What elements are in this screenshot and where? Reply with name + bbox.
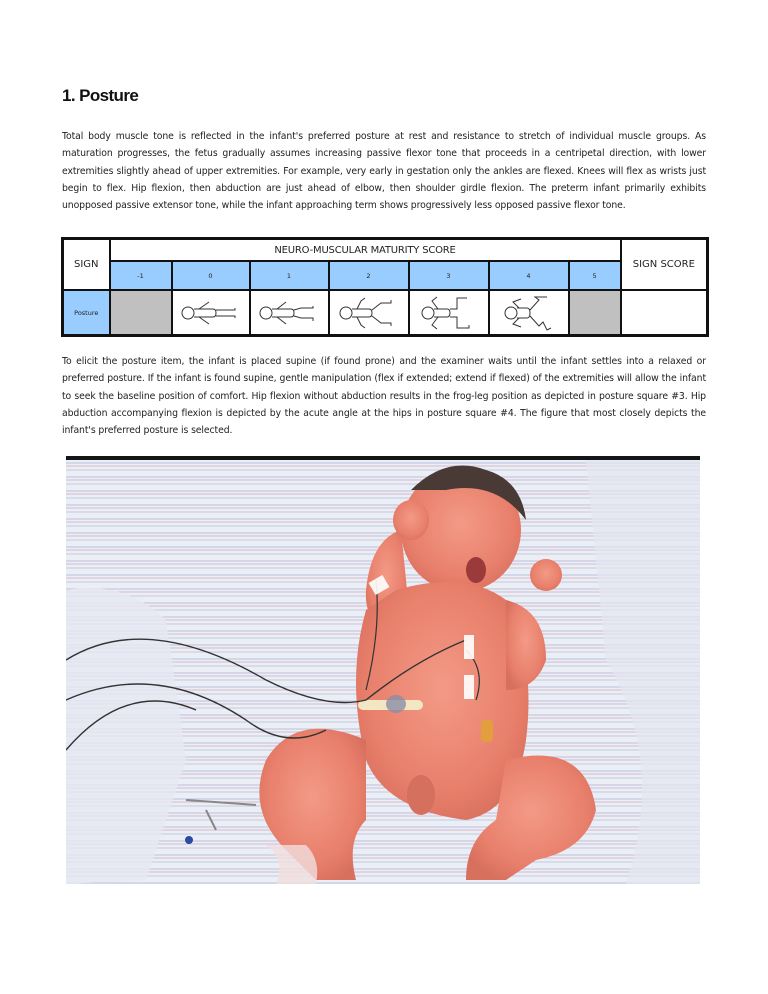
intro-paragraph: Total body muscle tone is reflected in the infant's preferred posture at rest and resistance to stretch of individual muscle groups. As maturation progresses, the fetus gradually assumes increasing passive flexor tone that proceeds in a centripetal direction, with lower extremities slightly ahead of upper extremities. For example, very early in gestation only the ankles are flexed. Knees will flex as wrists just begin to flex. Hip flexion, then abduction are just ahead of elbow, then shoulder girdle flexion. The preterm infant primarily exhibits unopposed passive extensor tone, while the infant approaching term shows progressively less opposed passive flexor tone. [62, 131, 706, 212]
infant-photo-illustration-icon [66, 460, 700, 884]
posture-figure-0-icon [179, 296, 243, 330]
neuromuscular-maturity-table [61, 237, 709, 337]
sign-header: SIGN [63, 239, 110, 291]
score-header-5: 5 [569, 261, 621, 290]
posture-figure-3-icon [417, 294, 481, 332]
score-header-minus1: -1 [110, 261, 172, 290]
section-title: 1. Posture [62, 86, 139, 105]
posture-cell-0 [172, 290, 250, 336]
score-header-2: 2 [329, 261, 409, 290]
posture-figure-1-icon [257, 296, 321, 330]
posture-figure-4-icon [497, 294, 561, 332]
posture-cell-minus1 [110, 290, 172, 336]
posture-cell-4 [489, 290, 569, 336]
maturity-score-header: NEURO-MUSCULAR MATURITY SCORE [110, 239, 621, 262]
posture-sign-score[interactable] [621, 290, 708, 336]
score-header-4: 4 [489, 261, 569, 290]
score-header-1: 1 [250, 261, 329, 290]
posture-cell-2 [329, 290, 409, 336]
infant-posture-photo [66, 456, 700, 884]
sign-score-header: SIGN SCORE [621, 239, 708, 291]
score-header-0: 0 [172, 261, 250, 290]
instructions-paragraph: To elicit the posture item, the infant is placed supine (if found prone) and the examiner waits until the infant settles into a relaxed or preferred posture. If the infant is found supine, gentle manipulation (flex if extended; extend if flexed) of the extremities will allow the infant to seek the baseline position of comfort. Hip flexion without abduction results in the frog-leg position as depicted in posture square #3. Hip abduction accompanying flexion is depicted by the acute angle at the hips in posture square #4. The figure that most closely depicts the infant's preferred posture is selected. [62, 356, 706, 437]
posture-row-label: Posture [63, 290, 110, 336]
score-header-3: 3 [409, 261, 489, 290]
posture-figure-2-icon [337, 295, 401, 331]
posture-cell-1 [250, 290, 329, 336]
posture-cell-5 [569, 290, 621, 336]
posture-cell-3 [409, 290, 489, 336]
